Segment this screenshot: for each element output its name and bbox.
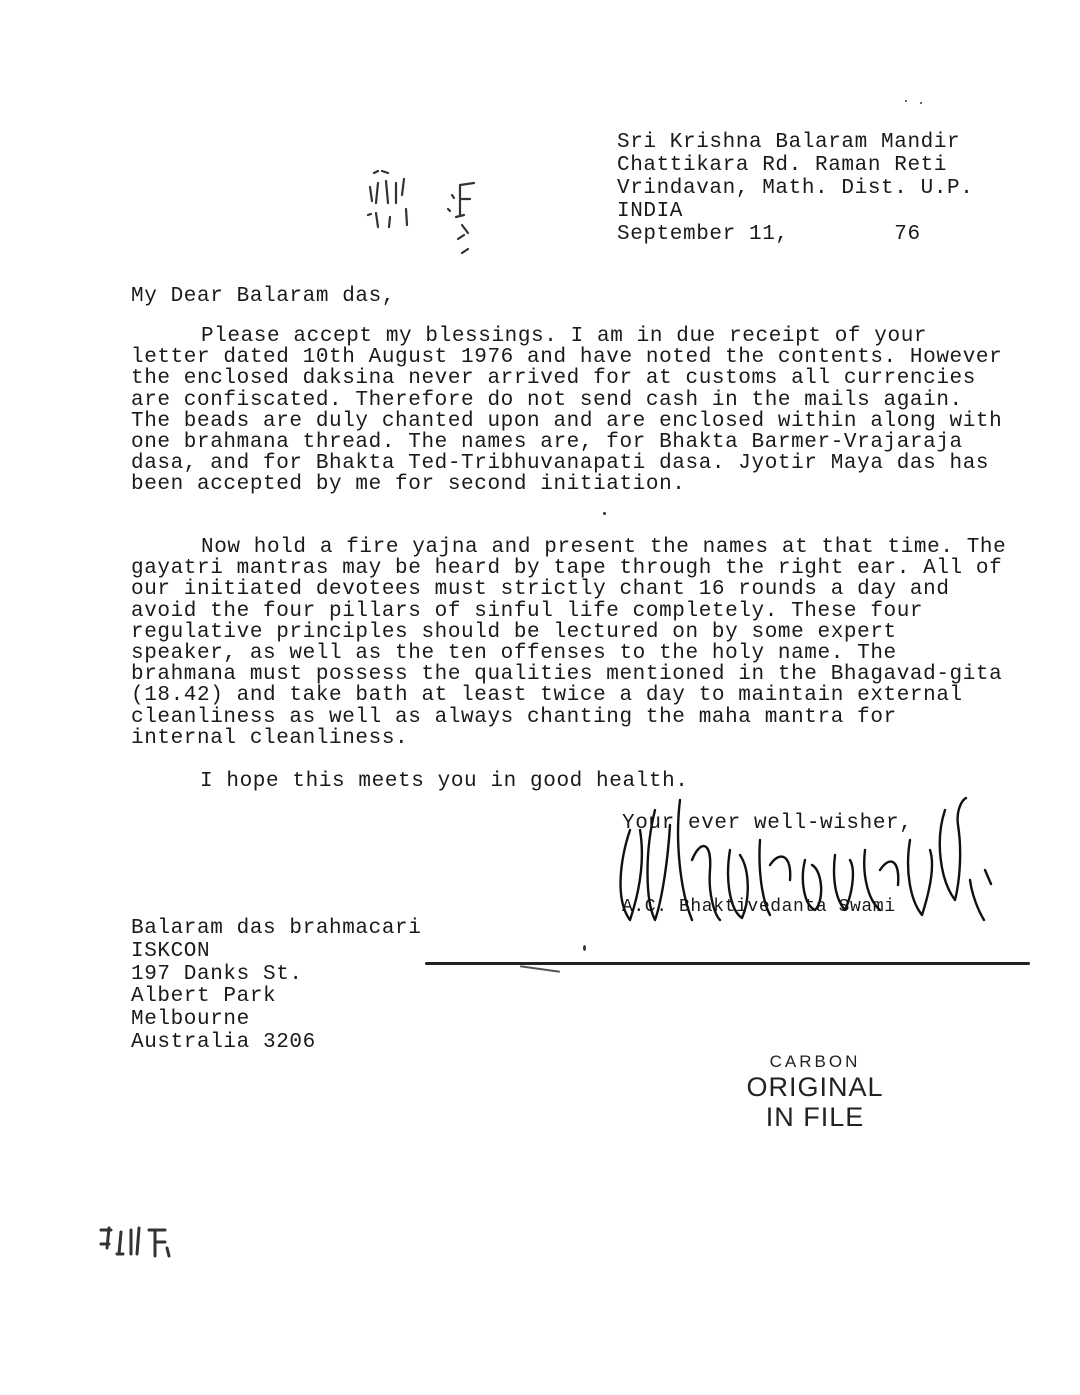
ink-speck (583, 945, 586, 951)
address-line-2: Chattikara Rd. Raman Reti (617, 154, 948, 177)
paragraph-1 (131, 326, 1011, 496)
ink-speck (920, 102, 922, 104)
paragraph-2 (131, 537, 1011, 749)
sender-address (617, 131, 973, 246)
file-ink-stamp (360, 165, 485, 260)
address-line-3: Vrindavan, Math. Dist. U.P. (617, 177, 974, 200)
signature-rule (425, 962, 1030, 965)
recipient-line-2: ISKCON (131, 939, 211, 963)
address-line-1: Sri Krishna Balaram Mandir (617, 131, 961, 154)
corner-ink-mark (95, 1218, 185, 1263)
stamp-carbon: CARBON (769, 1052, 861, 1071)
ink-speck (905, 100, 907, 102)
recipient-line-5: Melbourne (131, 1008, 250, 1032)
paragraph-3: I hope this meets you in good health. (200, 770, 689, 793)
ink-speck (603, 512, 606, 515)
stamp-original: ORIGINAL (746, 1072, 884, 1102)
recipient-line-6: Australia 3206 (131, 1030, 316, 1054)
recipient-line-1: Balaram das brahmacari (131, 917, 422, 940)
paragraph-2-text: Now hold a fire yajna and present the names at that time. The gayatri mantras may be heard by tape through the right ear. All of our initiated devotees must strictly chant 16 rounds a day and avoid the four pillars of sinful life completely. These four regulative principles should be lectured on by some expert speaker, as well as the ten offenses to the holy name. The brahmana must possess the qualities mentioned in the Bhagavad-gita (18.42) and take bath at least twice a day to maintain external cleanliness as well as always chanting the maha mantra for internal cleanliness. (131, 536, 1007, 750)
paragraph-1-text: Please accept my blessings. I am in due receipt of your letter dated 10th August 1976 and have noted the contents. However the enclosed daksina never arrived for at customs all currencies are confiscated. Therefore do not send cash in the mails again. The beads are duly chanted upon and are enclosed within along with one brahmana thread. The names are, for Bhakta Barmer-Vrajaraja dasa, and for Bhakta Ted-Tribhuvanapati dasa. Jyotir Maya das has been accepted by me for second initiation. (131, 325, 1003, 497)
recipient-line-3: 197 Danks St. (131, 962, 303, 986)
signature-name: A.C. Bhaktivedanta Swami (622, 897, 896, 917)
closing: Your ever well-wisher, (622, 812, 913, 835)
stamp-in-file: IN FILE (765, 1102, 865, 1132)
rule-tail (520, 965, 560, 973)
letter-date: September 11, 76 (617, 223, 921, 246)
salutation: My Dear Balaram das, (131, 285, 396, 308)
recipient-line-4: Albert Park (131, 985, 277, 1009)
recipient-address (131, 918, 421, 1055)
carbon-original-stamp (740, 1052, 890, 1132)
address-line-4: INDIA (617, 200, 684, 223)
handwritten-signature (600, 770, 1000, 940)
